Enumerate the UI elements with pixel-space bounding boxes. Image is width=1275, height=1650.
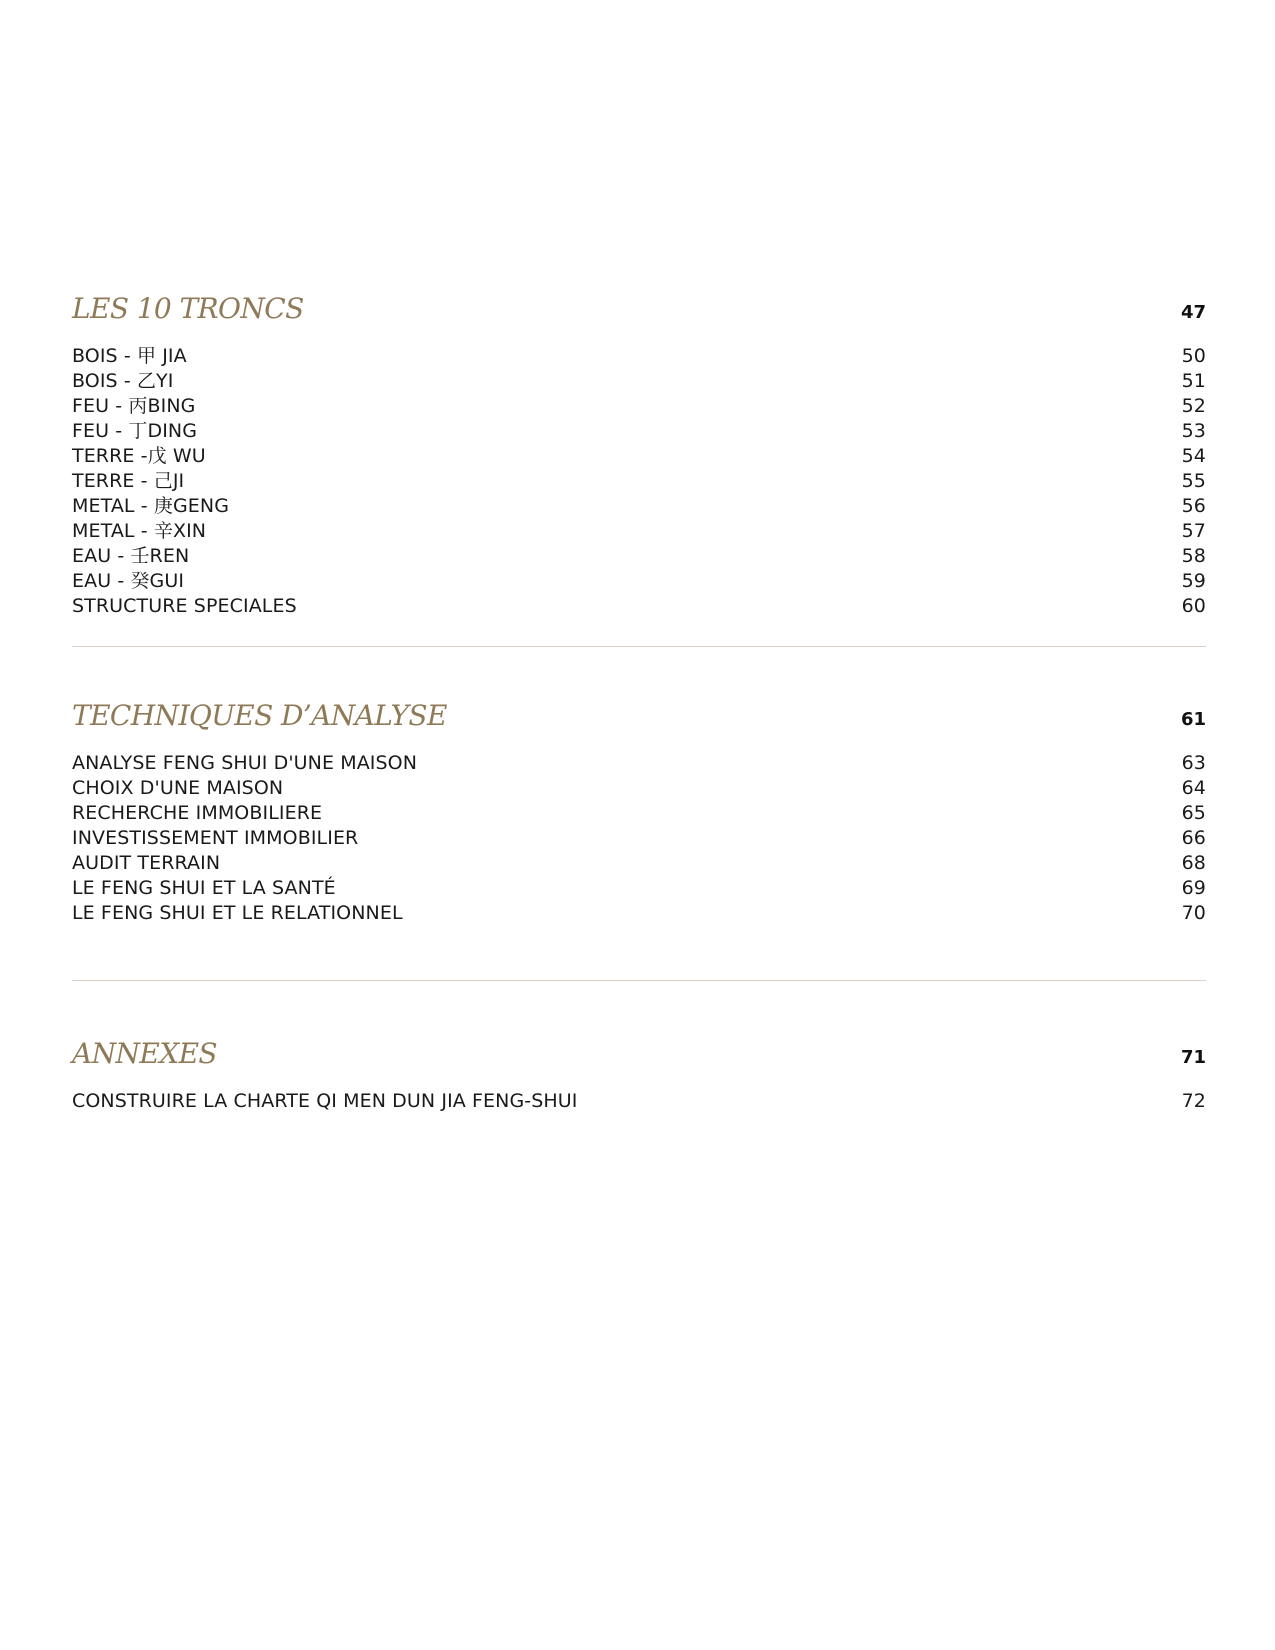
- entry-page-number: 68: [1181, 852, 1206, 874]
- entry-list: [72, 1089, 1206, 1114]
- section-header: [72, 699, 1206, 739]
- toc-section-annexes: [72, 1037, 1206, 1114]
- entry-page-number: 58: [1181, 545, 1206, 567]
- entry-page-number: 65: [1181, 802, 1206, 824]
- entry-label: TERRE - 己JI: [72, 470, 185, 492]
- entry-label: EAU - 癸GUI: [72, 570, 185, 592]
- section-title: ANNEXES: [72, 1037, 218, 1070]
- section-title: TECHNIQUES D’ANALYSE: [72, 699, 447, 732]
- entry-label: FEU - 丁DING: [72, 420, 198, 442]
- table-of-contents: [72, 292, 1206, 1114]
- entry-page-number: 69: [1181, 877, 1206, 899]
- entry-label: STRUCTURE SPECIALES: [72, 595, 297, 617]
- entry-page-number: 64: [1181, 777, 1206, 799]
- entry-label: AUDIT TERRAIN: [72, 852, 221, 874]
- entry-page-number: 70: [1181, 902, 1206, 924]
- toc-entry[interactable]: [72, 469, 1206, 494]
- toc-entry[interactable]: [72, 419, 1206, 444]
- section-header: [72, 1037, 1206, 1077]
- section-divider: [72, 646, 1206, 647]
- toc-entry[interactable]: [72, 851, 1206, 876]
- entry-label: LE FENG SHUI ET LA SANTÉ: [72, 877, 336, 899]
- entry-label: CONSTRUIRE LA CHARTE QI MEN DUN JIA FENG-SHUI: [72, 1090, 578, 1112]
- entry-label: METAL - 庚GENG: [72, 495, 230, 517]
- toc-section-techniques: [72, 699, 1206, 926]
- toc-entry[interactable]: [72, 394, 1206, 419]
- section-divider: [72, 980, 1206, 981]
- entry-label: BOIS - 甲 JIA: [72, 345, 187, 367]
- toc-entry[interactable]: [72, 826, 1206, 851]
- toc-entry[interactable]: [72, 901, 1206, 926]
- entry-page-number: 50: [1181, 345, 1206, 367]
- entry-label: RECHERCHE IMMOBILIERE: [72, 802, 323, 824]
- toc-entry[interactable]: [72, 444, 1206, 469]
- toc-entry[interactable]: [72, 801, 1206, 826]
- toc-entry[interactable]: [72, 344, 1206, 369]
- entry-page-number: 54: [1181, 445, 1206, 467]
- entry-label: METAL - 辛XIN: [72, 520, 207, 542]
- entry-label: BOIS - 乙YI: [72, 370, 174, 392]
- entry-page-number: 72: [1181, 1090, 1206, 1112]
- section-header: [72, 292, 1206, 332]
- entry-list: [72, 344, 1206, 619]
- section-title: LES 10 TRONCS: [72, 292, 304, 325]
- entry-page-number: 53: [1181, 420, 1206, 442]
- toc-entry[interactable]: [72, 1089, 1206, 1114]
- toc-entry[interactable]: [72, 369, 1206, 394]
- entry-label: ANALYSE FENG SHUI D'UNE MAISON: [72, 752, 418, 774]
- section-page-number: 71: [1180, 1047, 1206, 1068]
- entry-label: CHOIX D'UNE MAISON: [72, 777, 284, 799]
- entry-label: EAU - 壬REN: [72, 545, 190, 567]
- entry-page-number: 66: [1181, 827, 1206, 849]
- toc-entry[interactable]: [72, 751, 1206, 776]
- toc-entry[interactable]: [72, 544, 1206, 569]
- toc-entry[interactable]: [72, 519, 1206, 544]
- entry-page-number: 56: [1181, 495, 1206, 517]
- toc-entry[interactable]: [72, 594, 1206, 619]
- entry-label: LE FENG SHUI ET LE RELATIONNEL: [72, 902, 403, 924]
- entry-label: TERRE -戊 WU: [72, 445, 206, 467]
- section-page-number: 61: [1180, 709, 1206, 730]
- entry-list: [72, 751, 1206, 926]
- entry-page-number: 63: [1181, 752, 1206, 774]
- entry-page-number: 52: [1181, 395, 1206, 417]
- entry-page-number: 51: [1181, 370, 1206, 392]
- section-page-number: 47: [1180, 302, 1206, 323]
- entry-label: INVESTISSEMENT IMMOBILIER: [72, 827, 359, 849]
- toc-entry[interactable]: [72, 876, 1206, 901]
- toc-entry[interactable]: [72, 494, 1206, 519]
- toc-section-troncs: [72, 292, 1206, 619]
- entry-page-number: 55: [1181, 470, 1206, 492]
- entry-page-number: 59: [1181, 570, 1206, 592]
- entry-page-number: 60: [1181, 595, 1206, 617]
- entry-page-number: 57: [1181, 520, 1206, 542]
- toc-entry[interactable]: [72, 776, 1206, 801]
- entry-label: FEU - 丙BING: [72, 395, 196, 417]
- toc-entry[interactable]: [72, 569, 1206, 594]
